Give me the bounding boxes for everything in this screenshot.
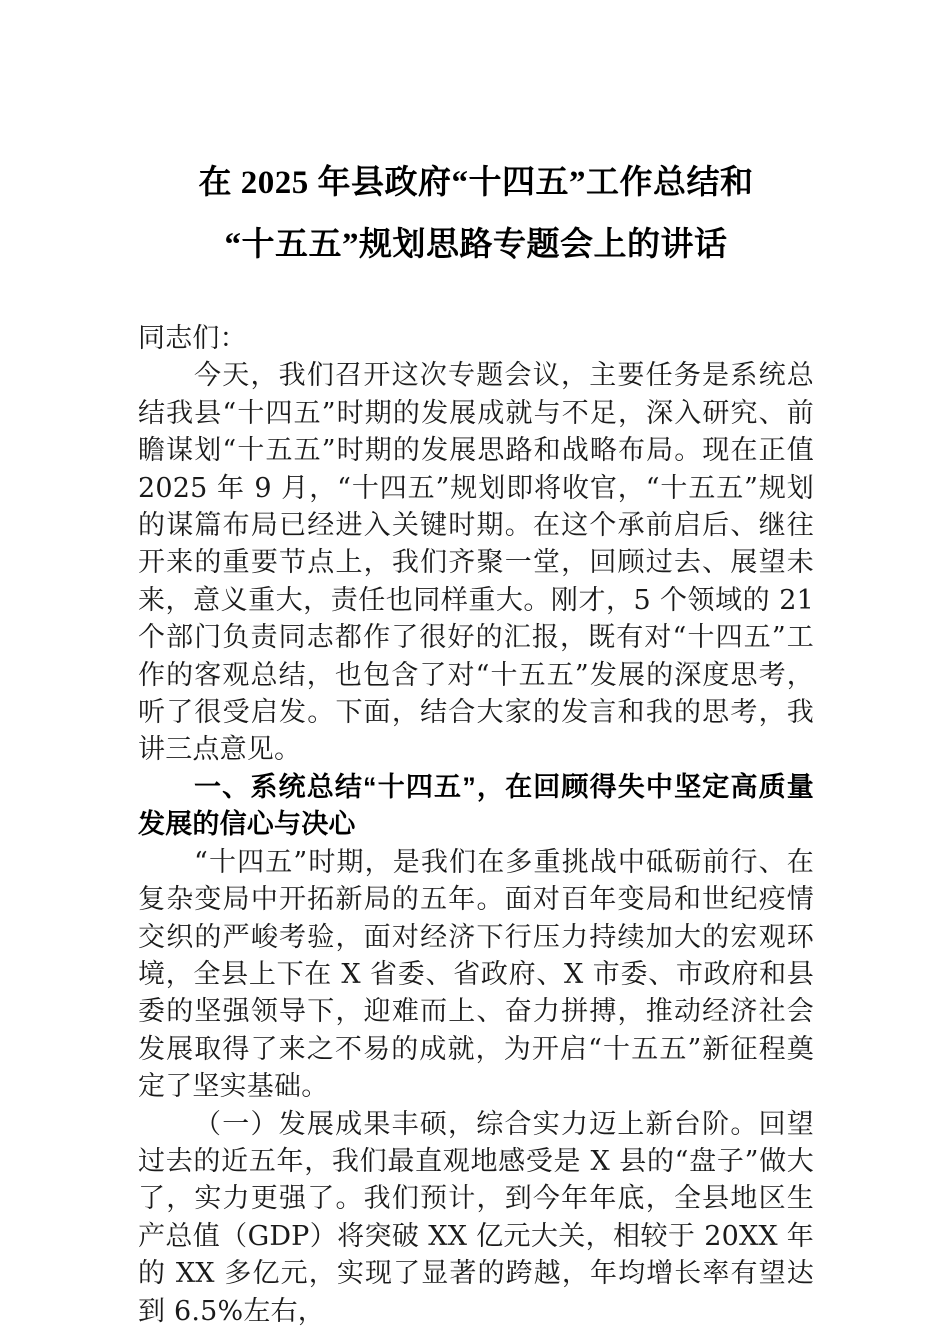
paragraph-salutation: 同志们： [138, 323, 247, 354]
paragraph-section-1-item-1: （一）发展成果丰硕，综合实力迈上新台阶。回望过去的近五年，我们最直观地感受是 X 县的“盘子”做大了，实力更强了。我们预计，到今年年底，全县地区生产总值（GDP）将突破 XX 亿元大关，相较于 20XX 年的 XX 多亿元，实现了显著的跨越，年均增长率有望达到 6.5%左右， [138, 1108, 814, 1327]
paragraph-section-1-intro: “十四五”时期，是我们在多重挑战中砥砺前行、在复杂变局中开拓新局的五年。面对百年变局和世纪疫情交织的严峻考验，面对经济下行压力持续加大的宏观环境，全县上下在 X 省委、省政府、X 市委、市政府和县委的坚强领导下，迎难而上、奋力拼搏，推动经济社会发展取得了来之不易的成就，为开启“十五五”新征程奠定了坚实基础。 [138, 846, 814, 1103]
section-heading-1: 一、系统总结“十四五”，在回顾得失中坚定高质量发展的信心与决心 [138, 771, 814, 840]
paragraph-opening: 今天，我们召开这次专题会议，主要任务是系统总结我县“十四五”时期的发展成就与不足，深入研究、前瞻谋划“十五五”时期的发展思路和战略布局。现在正值 2025 年 9 月，“十四五”规划即将收官，“十五五”规划的谋篇布局已经进入关键时期。在这个承前启后、继往开来的重要节点上，我们齐聚一堂，回顾过去、展望未来，意义重大，责任也同样重大。刚才，5 个领域的 21 个部门负责同志都作了很好的汇报，既有对“十四五”工作的客观总结，也包含了对“十五五”发展的深度思考，听了很受启发。下面，结合大家的发言和我的思考，我讲三点意见。 [138, 360, 814, 766]
document-body [138, 320, 814, 1330]
page-title-line-2: “十五五”规划思路专题会上的讲话 [224, 227, 728, 263]
page-title [138, 0, 814, 276]
page-title-line-1: 在 2025 年县政府“十四五”工作总结和 [198, 165, 754, 201]
document-content [138, 0, 814, 1330]
